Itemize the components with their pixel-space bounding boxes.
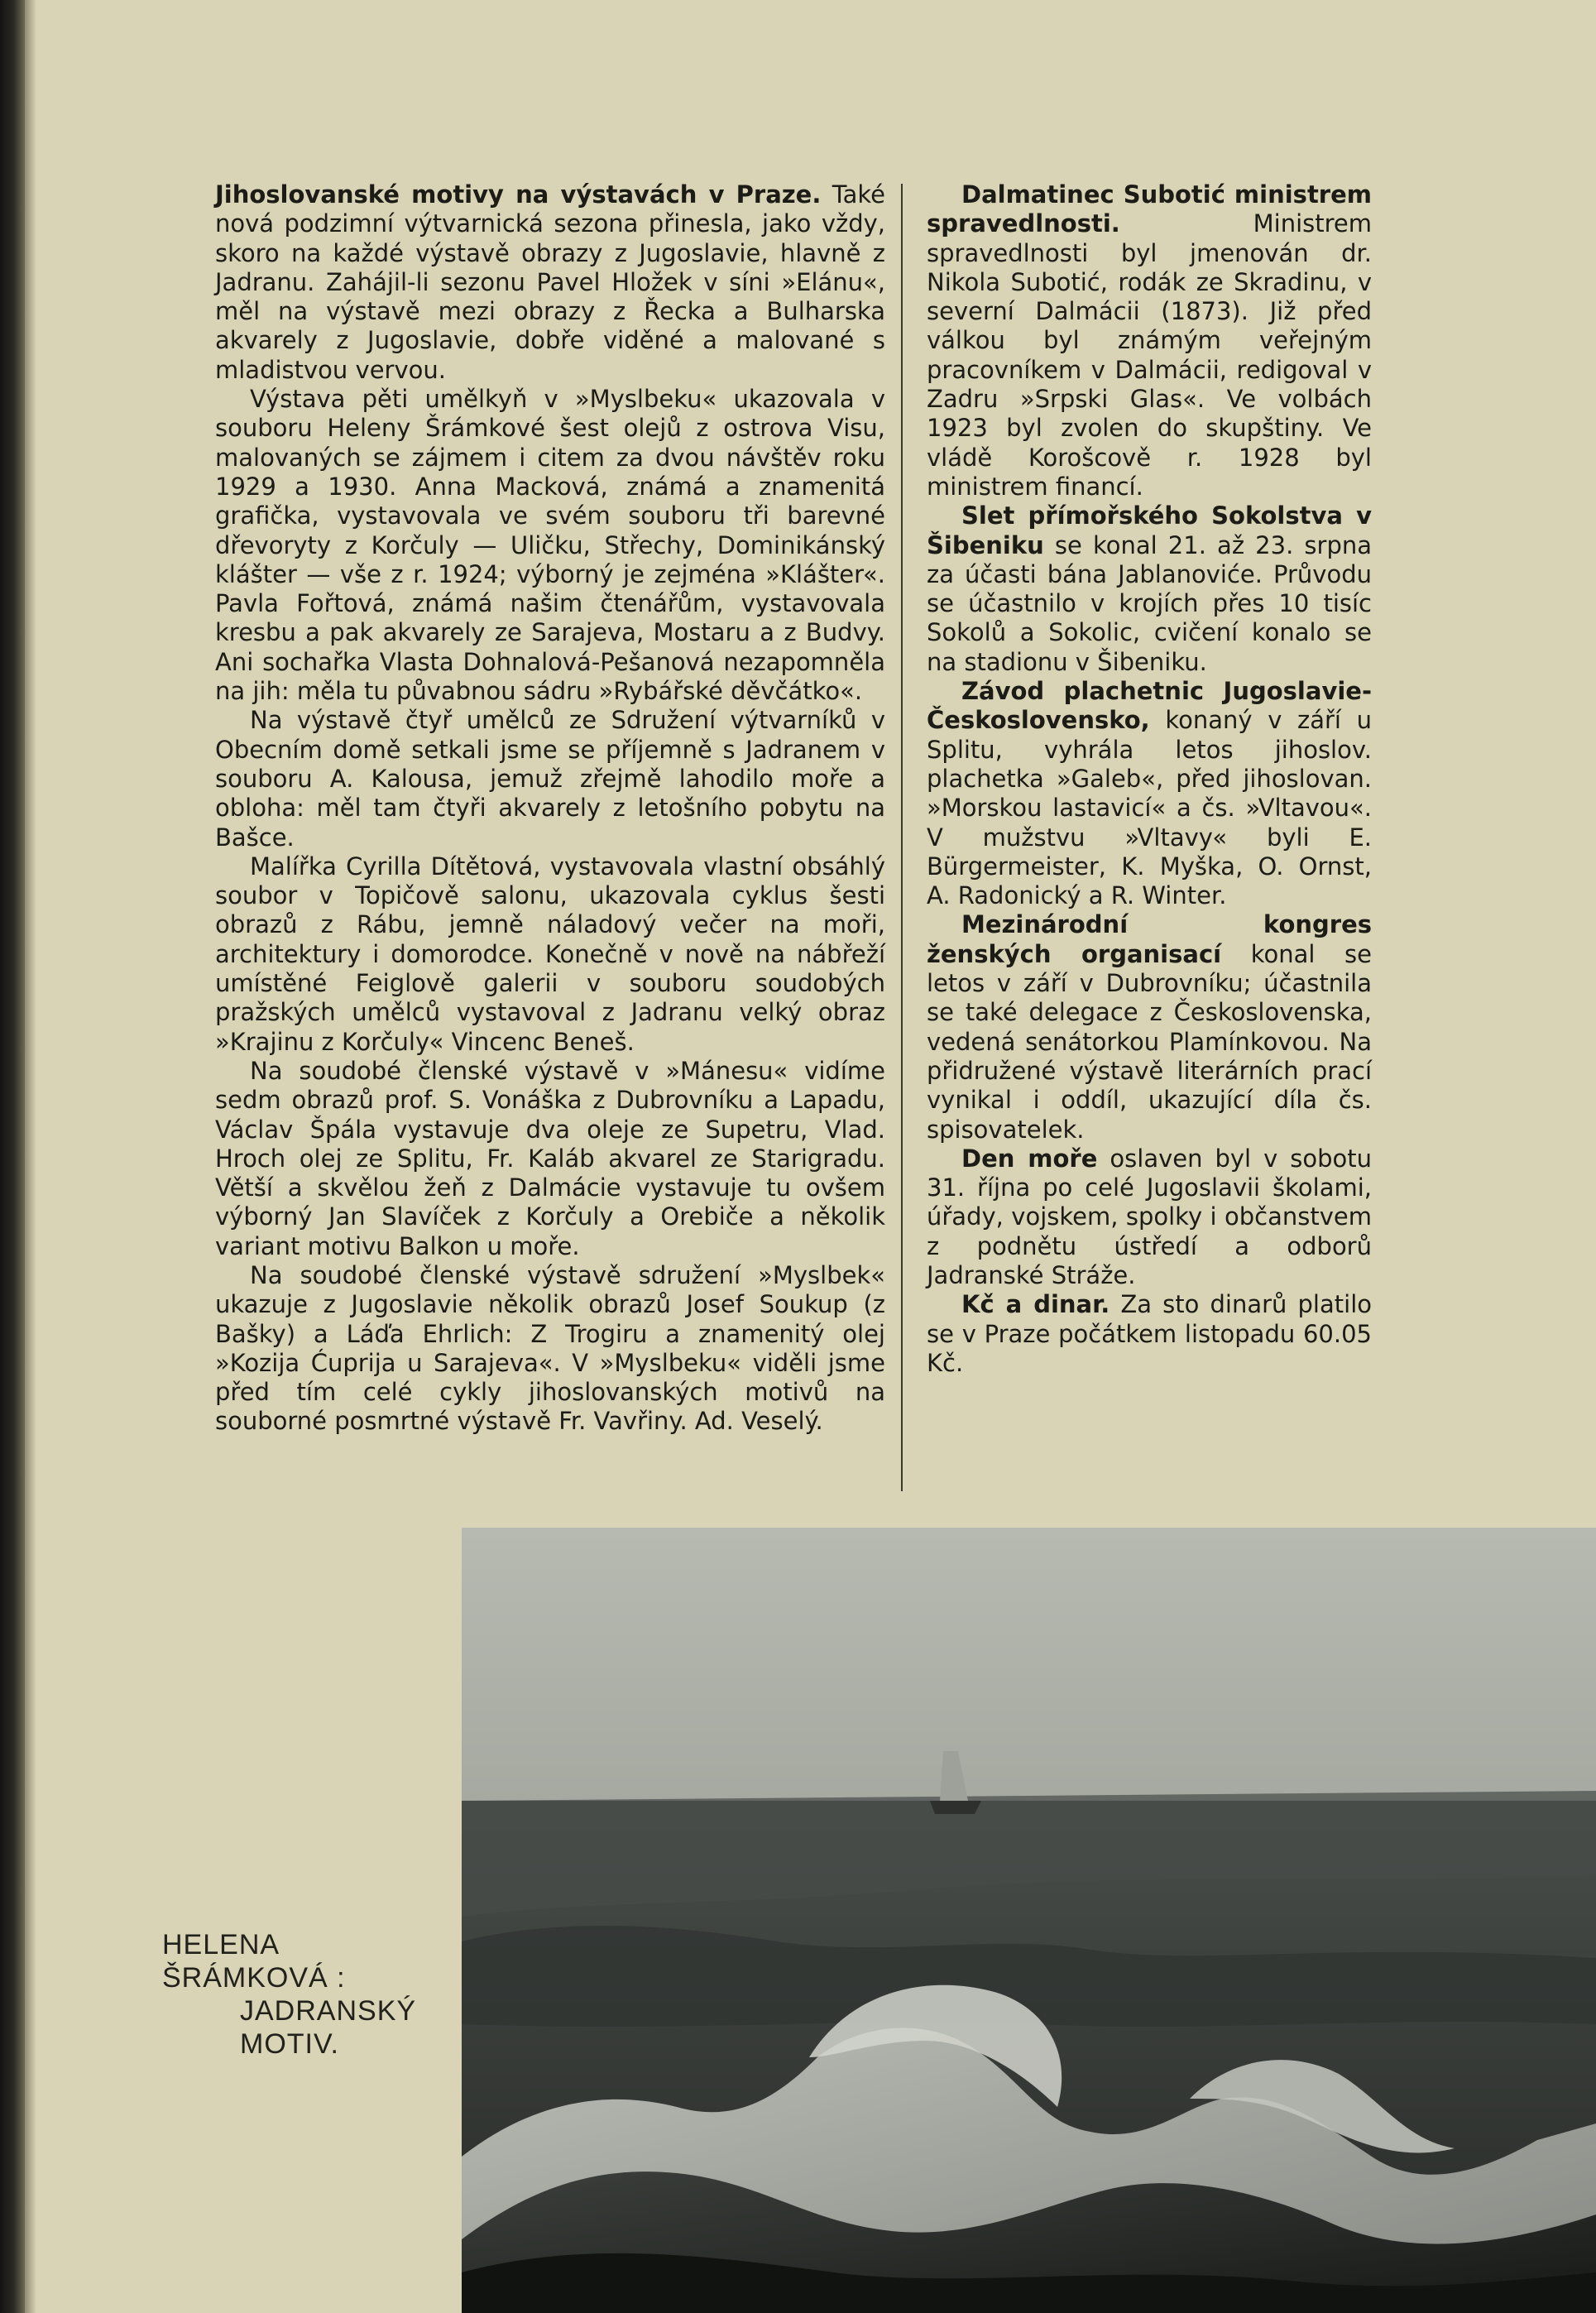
news-3-heading: Závod plachetnic Jugoslavie-Československo, xyxy=(927,677,1372,735)
news-item-1 xyxy=(927,180,1372,501)
caption-line-2: ŠRÁMKOVÁ : xyxy=(162,1962,346,1994)
book-spine-shadow xyxy=(0,0,25,2313)
article-paragraph-1 xyxy=(215,180,885,385)
news-6-heading: Kč a dinar. xyxy=(961,1290,1110,1319)
news-2-heading: Slet přímořského Sokolstva v Šibeniku xyxy=(927,501,1372,559)
caption-line-4: MOTIV. xyxy=(240,2028,339,2060)
news-5-heading: Den moře xyxy=(961,1144,1098,1173)
column-divider xyxy=(901,184,903,1491)
caption-line-3: JADRANSKÝ xyxy=(240,1995,417,2027)
article-paragraph-2: Výstava pěti umělkyň v »Myslbeku« ukazovala v souboru Heleny Šrámkové šest olejů z ostrova Visu, malovaných se zájmem i citem za dvou návštěv roku 1929 a 1930. Anna Macková, známá a znamenitá grafička, vystavovala ve svém souboru tři barevné dřevoryty z Korčuly — Uličku, Střechy, Dominikánský klášter — vše z r. 1924; výborný je zejména »Klášter«. Pavla Fořtová, známá našim čtenářům, vystavovala kresbu a pak akvarely ze Sarajeva, Mostaru a z Budvy. Ani sochařka Vlasta Dohnalová-Pešanová nezapomněla na jih: měla tu půvabnou sádru »Rybářské děvčátko«. xyxy=(215,385,885,706)
article-paragraph-5: Na soudobé členské výstavě v »Mánesu« vidíme sedm obrazů prof. S. Vonáška z Dubrovníku a Lapadu, Václav Špála vystavuje dva oleje ze Supetru, Vlad. Hroch olej ze Splitu, Fr. Kaláb akvarel ze Starigradu. Větší a skvělou žeň z Dalmácie vystavuje tu ovšem výborný Jan Slavíček z Korčuly a Orebiče a několik variant motivu Balkon u moře. xyxy=(215,1056,885,1260)
news-4-text: konal se letos v září v Dubrovníku; účastnila se také delegace z Československa, vedená senátorkou Plamínkovou. Na přidružené výstavě literárních prací vynikal i oddíl, ukazující díla čs. spisovatelek. xyxy=(927,939,1372,1144)
news-item-5 xyxy=(927,1145,1372,1290)
article-signature: Ad. Veselý. xyxy=(694,1407,823,1436)
left-article-column xyxy=(215,180,885,1437)
news-1-heading: Dalmatinec Subotić ministrem spravedlnosti. xyxy=(927,180,1372,238)
painting-caption xyxy=(162,1928,416,2061)
painting-reproduction xyxy=(462,1528,1596,2313)
news-item-4 xyxy=(927,910,1372,1144)
news-item-6 xyxy=(927,1290,1372,1378)
news-item-3 xyxy=(927,677,1372,910)
caption-line-1: HELENA xyxy=(162,1929,280,1960)
sea-painting-image xyxy=(462,1528,1596,2313)
news-3-text: konaný v září u Splitu, vyhrála letos jihoslov. plachetka »Galeb«, před jihoslovan. »Morskou lastavicí« a čs. »Vltavou«. V mužstvu »Vltavy« byli E. Bürgermeister, K. Myška, O. Ornst, A. Radonický a R. Winter. xyxy=(927,706,1373,910)
news-2-text: se konal 21. až 23. srpna za účasti bána Jablanoviće. Průvodu se účastnilo v krojích přes 10 tisíc Sokolů a Sokolic, cvičení konalo se na stadionu v Šibeniku. xyxy=(927,530,1373,676)
article-paragraph-3: Na výstavě čtyř umělců ze Sdružení výtvarníků v Obecním domě setkali jsme se příjemně s Jadranem v souboru A. Kalousa, jemuž zřejmě lahodilo moře a obloha: měl tam čtyři akvarely z letošního pobytu na Bašce. xyxy=(215,706,885,852)
news-item-2 xyxy=(927,501,1372,677)
news-4-heading: Mezinárodní kongres ženských organisací xyxy=(927,910,1372,968)
article-paragraph-6 xyxy=(215,1261,885,1437)
news-1-text: Ministrem spravedlnosti byl jmenován dr. Nikola Subotić, rodák ze Skradinu, v severní Dalmácii (1873). Již před válkou byl známým veřejným pracovníkem v Dalmácii, redigoval v Zadru »Srpski Glas«. Ve volbách 1923 byl zvolen do skupštiny. Ve vládě Korošcově r. 1928 byl ministrem financí. xyxy=(927,209,1372,501)
article-heading: Jihoslovanské motivy na výstavách v Praze. xyxy=(215,180,822,209)
news-column xyxy=(927,180,1372,1378)
page-edge xyxy=(25,0,36,2313)
news-6-text: Za sto dinarů platilo se v Praze počátkem listopadu 60.05 Kč. xyxy=(927,1290,1372,1377)
article-paragraph-4: Malířka Cyrilla Dítětová, vystavovala vlastní obsáhlý soubor v Topičově salonu, ukazovala cyklus šesti obrazů z Rábu, jemně náladový večer na moři, architektury i domorodce. Konečně v nově na nábřeží umístěné Feiglově galerii v souboru soudobých pražských umělců vystavoval z Jadranu velký obraz »Krajinu z Korčuly« Vincenc Beneš. xyxy=(215,852,885,1056)
news-5-text: oslaven byl v sobotu 31. října po celé Jugoslavii školami, úřady, vojskem, spolky i občanstvem z podnětu ústředí a odborů Jadranské Stráže. xyxy=(927,1144,1373,1289)
article-text-6: Na soudobé členské výstavě sdružení »Myslbek« ukazuje z Jugoslavie několik obrazů Josef Soukup (z Bašky) a Láďa Ehrlich: Z Trogiru a znamenitý olej »Kozija Ćuprija u Sarajeva«. V »Myslbeku« viděli jsme před tím celé cykly jihoslovanských motivů na souborné posmrtné výstavě Fr. Vavřiny. xyxy=(215,1260,885,1436)
article-text-1: Také nová podzimní výtvarnická sezona přinesla, jako vždy, skoro na každé výstavě obrazy z Jugoslavie, hlavně z Jadranu. Zahájil-li sezonu Pavel Hložek v síni »Elánu«, měl na výstavě mezi obrazy z Řecka a Bulharska akvarely z Jugoslavie, dobře viděné a malované s mladistvou vervou. xyxy=(215,180,885,384)
